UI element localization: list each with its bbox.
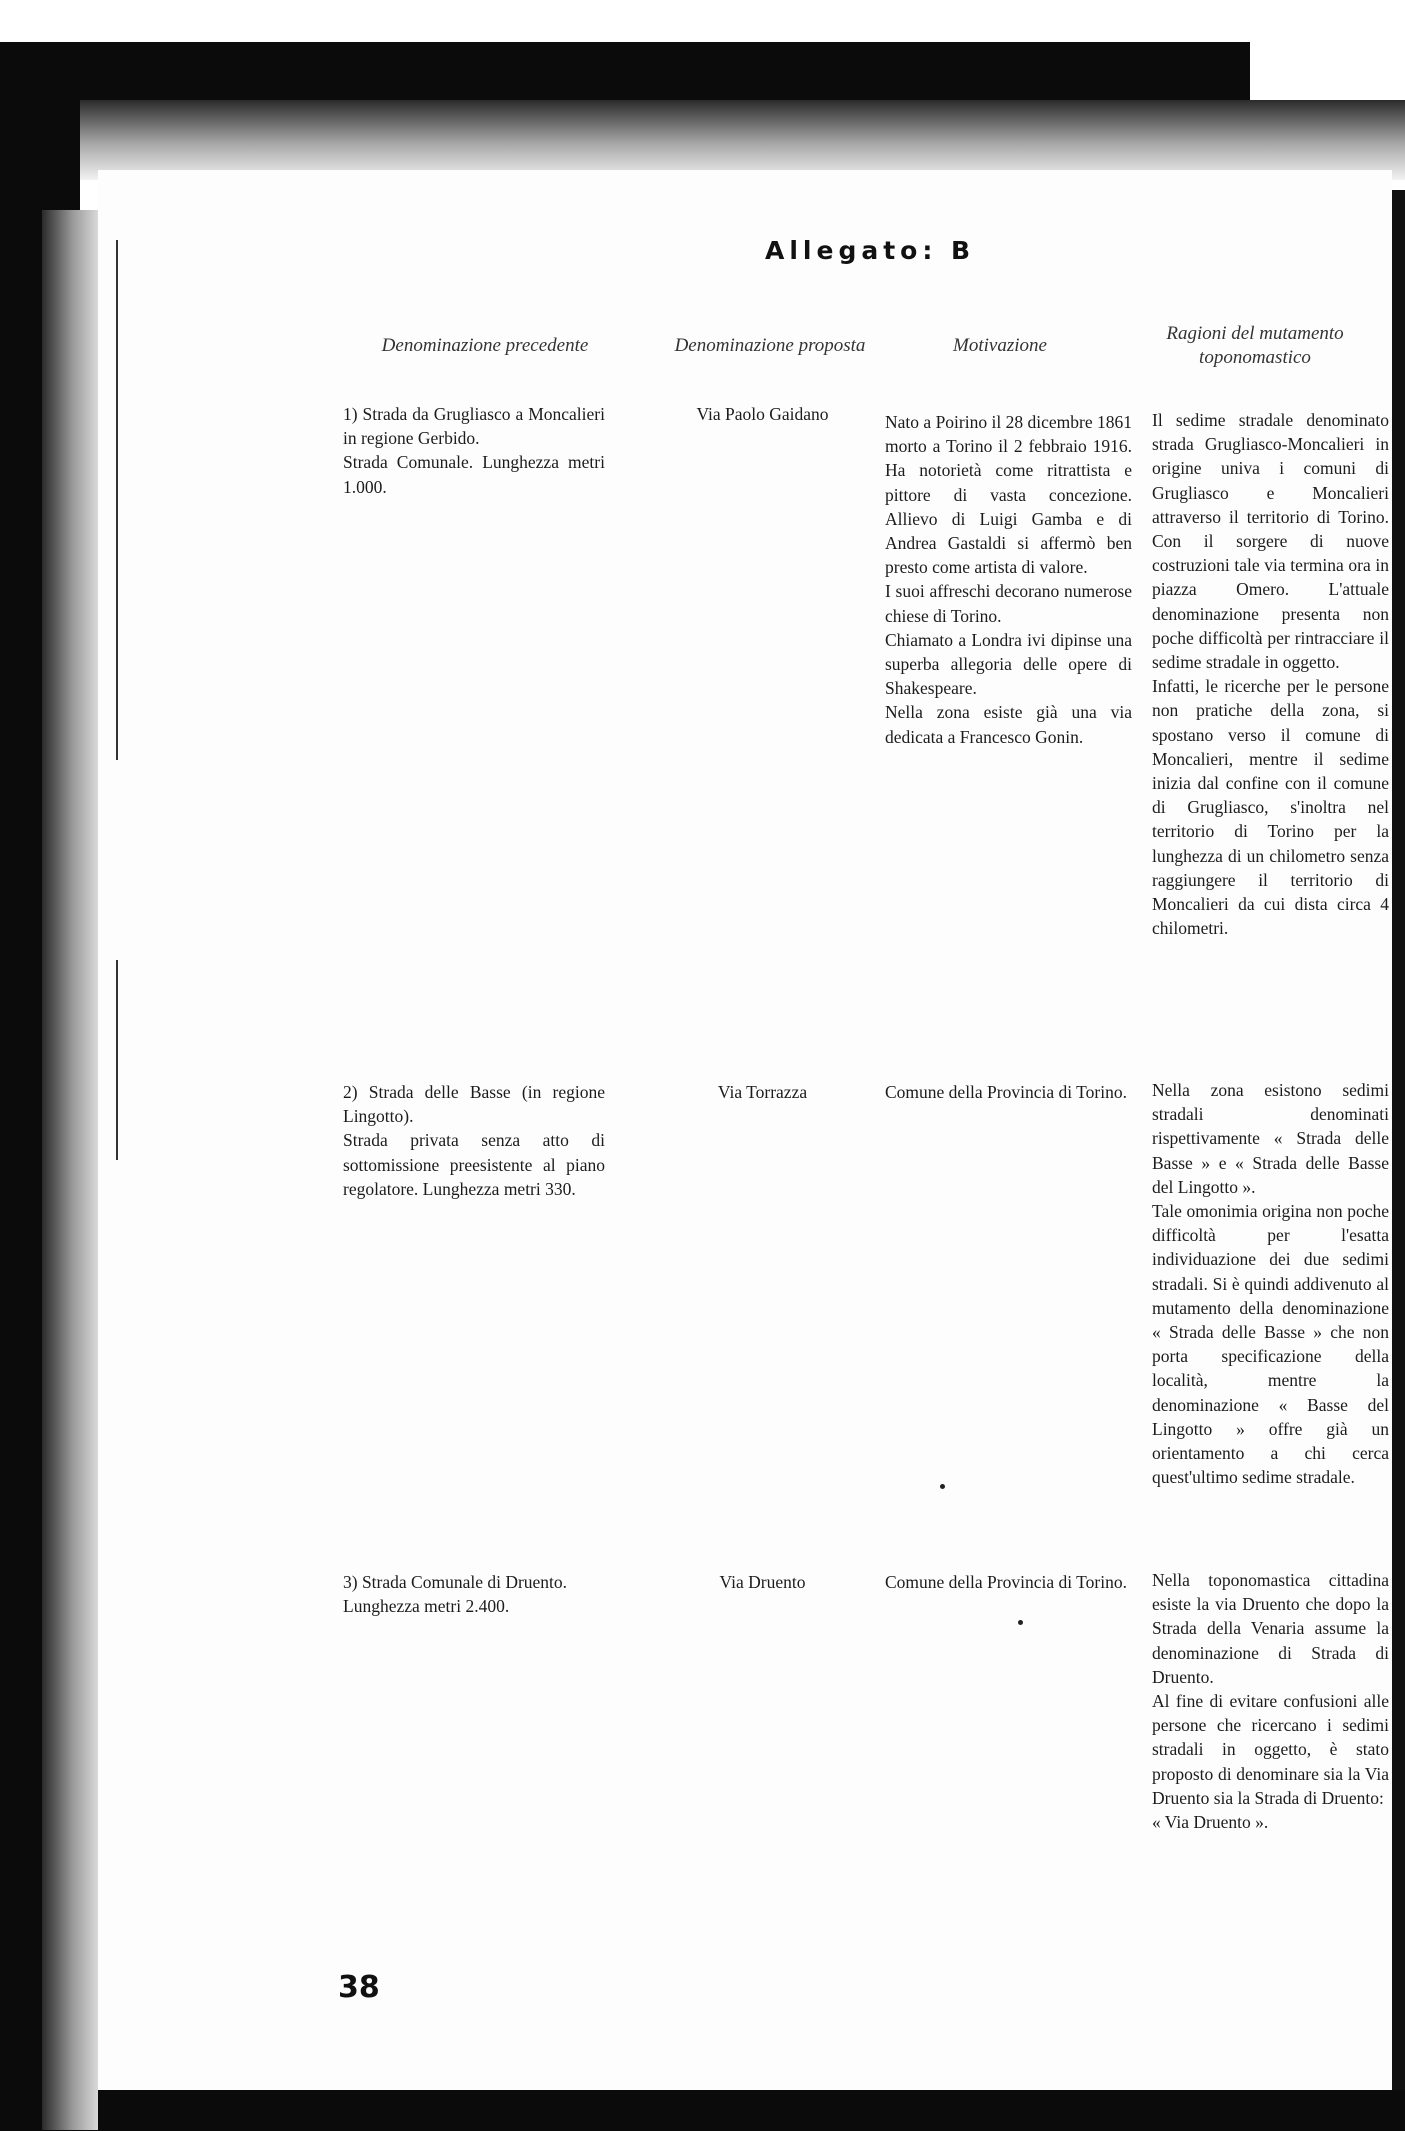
header-previous: Denominazione precedente — [381, 335, 589, 356]
header-motivation: Motivazione — [953, 335, 1047, 356]
scan-top-shadow — [80, 100, 1405, 180]
scan-right-border — [1392, 190, 1405, 2090]
page-number: 38 — [338, 1970, 380, 2005]
header-reasons: Ragioni del mutamento toponomastico — [1166, 323, 1344, 368]
scan-bottom-border — [0, 2090, 1405, 2131]
header-proposed: Denominazione proposta — [674, 335, 866, 356]
print-speck — [1018, 1620, 1023, 1625]
binding-line — [116, 240, 118, 760]
row2-reasons: Nella zona esistono sedimi stradali denominati rispettivamente « Strada delle Basse » e « Strada delle Basse del Lingotto ». Tale omonimia origina non poche difficoltà per l'esatta individuazione dei due sedimi stradali. Si è quindi addivenuto al mutamento della denominazione « Strada delle Basse » che non porta specificazione della località, mentre la denominazione « Basse del Lingotto » offre già un orientamento a chi cerca quest'ultimo sedime stradale. — [1152, 1080, 1389, 1488]
row1-previous: 1) Strada da Grugliasco a Moncalieri in regione Gerbido. Strada Comunale. Lunghezza metri 1.000. — [343, 404, 605, 497]
row3-proposed: Via Druento — [719, 1572, 806, 1592]
row2-motivation: Comune della Provincia di Torino. — [885, 1082, 1127, 1102]
row1-motivation: Nato a Poirino il 28 dicembre 1861 morto a Torino il 2 febbraio 1916. Ha notorietà come ritrattista e pittore di vasta concezione. Allievo di Luigi Gamba e di Andrea Gastaldi si affermò ben presto come artista di valore. I suoi affreschi decorano numerose chiese di Torino. Chiamato a Londra ivi dipinse una superba allegoria delle opere di Shakespeare. Nella zona esiste già una via dedicata a Francesco Gonin. — [885, 412, 1132, 747]
row3-previous: 3) Strada Comunale di Druento. Lunghezza metri 2.400. — [343, 1572, 568, 1617]
binding-line — [116, 960, 118, 1160]
row2-previous: 2) Strada delle Basse (in regione Lingotto). Strada privata senza atto di sottomissione preesistente al piano regolatore. Lunghezza metri 330. — [343, 1082, 605, 1199]
scan-binding-shadow — [42, 210, 98, 2130]
row1-reasons: Il sedime stradale denominato strada Grugliasco-Moncalieri in origine univa i comuni di Grugliasco e Moncalieri attraverso il territorio di Torino. Con il sorgere di nuove costruzioni tale via termina ora in piazza Omero. L'attuale denominazione presenta non poche difficoltà per rintracciare il sedime stradale in oggetto. Infatti, le ricerche per le persone non pratiche della zona, si spostano verso il comune di Moncalieri, mentre il sedime inizia dal confine con il comune di Grugliasco, s'inoltra nel territorio di Torino per la lunghezza di un chilometro senza raggiungere il territorio di Moncalieri da cui dista circa 4 chilometri. — [1152, 410, 1389, 939]
row2-proposed: Via Torrazza — [717, 1082, 808, 1102]
row3-reasons: Nella toponomastica cittadina esiste la via Druento che dopo la Strada della Venaria assume la denominazione di Strada di Druento. Al fine di evitare confusioni alle persone che ricercano i sedimi stradali in oggetto, è stato proposto di denominare sia la Via Druento sia la Strada di Druento: « Via Druento ». — [1152, 1570, 1389, 1833]
row3-motivation: Comune della Provincia di Torino. — [885, 1572, 1127, 1592]
scan-top-border — [0, 42, 1250, 100]
page-title: Allegato: B — [765, 236, 976, 265]
print-speck — [940, 1484, 945, 1489]
row1-proposed: Via Paolo Gaidano — [696, 404, 829, 424]
